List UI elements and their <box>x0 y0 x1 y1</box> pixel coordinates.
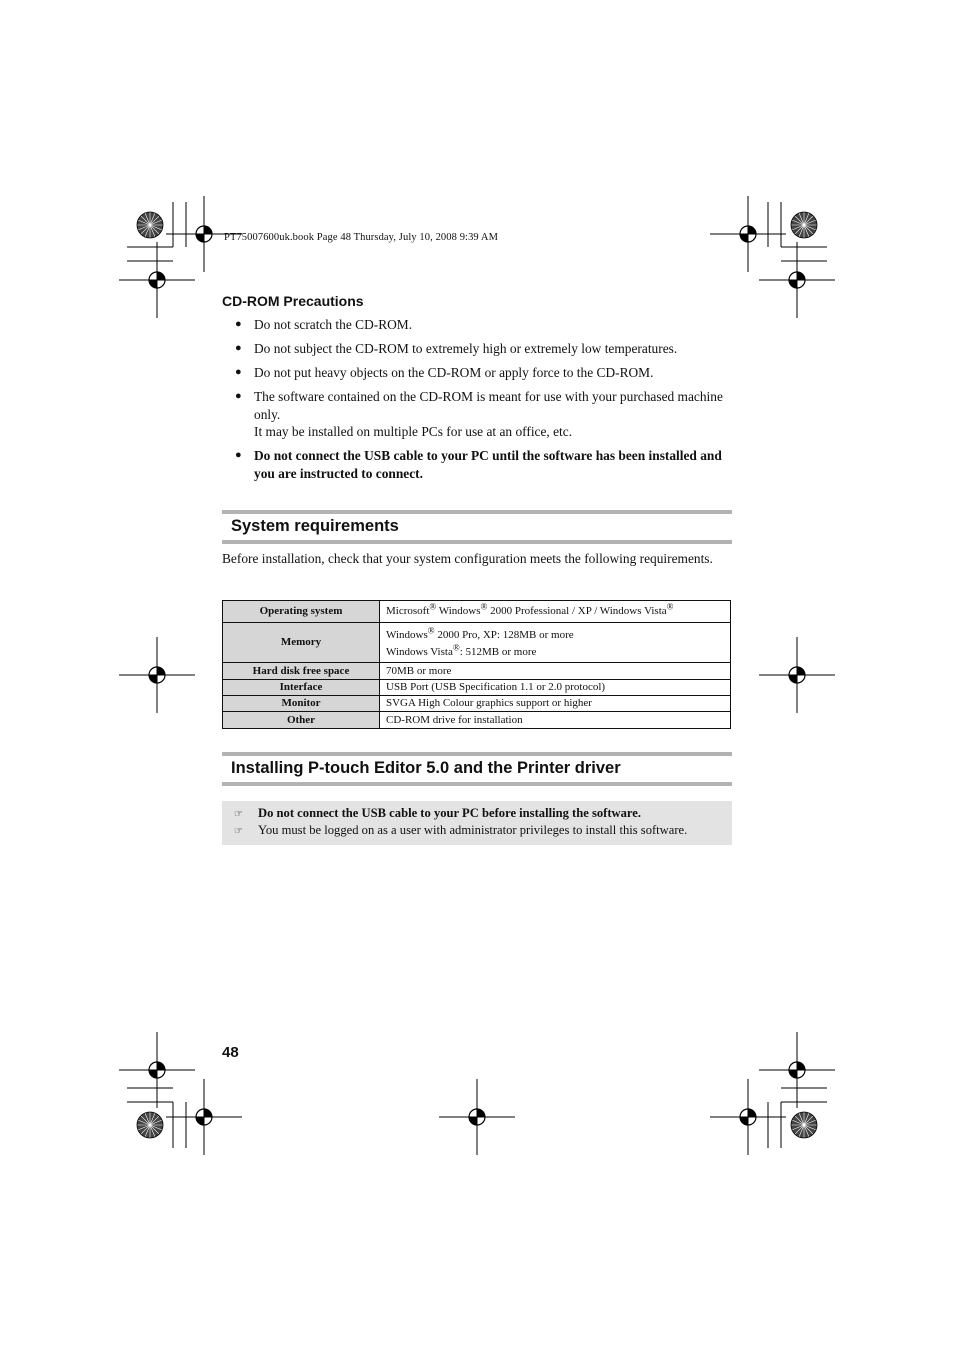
note-row <box>234 823 687 838</box>
precautions-list <box>232 316 732 489</box>
note-text: You must be logged on as a user with administrator privileges to install this software. <box>258 823 688 837</box>
row-key: Other <box>223 712 380 729</box>
registration-mark-bottom-center <box>439 1079 515 1155</box>
color-target-bottom-right <box>791 1112 817 1138</box>
row-value: 70MB or more <box>380 663 731 680</box>
bullet-icon: ● <box>235 366 242 378</box>
system-requirements-intro: Before installation, check that your system configuration meets the following requirements. <box>222 551 713 566</box>
list-item-text: Do not put heavy objects on the CD-ROM or apply force to the CD-ROM. <box>254 365 654 380</box>
list-item <box>232 364 732 382</box>
table-row <box>223 712 731 729</box>
table-row <box>223 601 731 623</box>
color-target-bottom-left <box>137 1112 163 1138</box>
system-requirements-table <box>222 600 731 729</box>
page-number: 48 <box>222 1044 239 1061</box>
memory-value-line: Windows® 2000 Pro, XP: 128MB or more <box>386 625 574 641</box>
row-value: CD-ROM drive for installation <box>380 712 731 729</box>
row-value: SVGA High Colour graphics support or higher <box>380 696 731 712</box>
registration-mark-left-middle <box>119 637 195 713</box>
print-info: PT75007600uk.book Page 48 Thursday, July 10, 2008 9:39 AM <box>224 232 499 243</box>
bullet-icon: ● <box>235 318 242 330</box>
registration-mark-bottom-right <box>710 1079 786 1155</box>
bullet-icon: ● <box>235 390 242 402</box>
color-target-top-left <box>137 212 163 238</box>
list-item-text: Do not connect the USB cable to your PC until the software has been installed and you are instructed to connect. <box>254 448 722 481</box>
registration-mark-right-lower <box>759 1032 835 1108</box>
registration-mark-left-upper <box>119 242 195 318</box>
row-value <box>380 623 731 663</box>
system-requirements-title: System requirements <box>231 517 399 535</box>
memory-value-line: Windows Vista®: 512MB or more <box>386 642 537 658</box>
registration-mark-right-upper <box>759 242 835 318</box>
row-value: USB Port (USB Specification 1.1 or 2.0 protocol) <box>380 680 731 696</box>
list-item <box>232 447 732 482</box>
list-item-text: The software contained on the CD-ROM is meant for use with your purchased machine only. <box>254 389 723 422</box>
list-item-text: It may be installed on multiple PCs for use at an office, etc. <box>254 424 573 439</box>
bullet-icon: ● <box>235 449 242 461</box>
installing-heading-band <box>222 752 732 786</box>
installing-note-box <box>222 801 732 845</box>
table-row <box>223 696 731 712</box>
precautions-title: CD-ROM Precautions <box>222 293 364 309</box>
system-requirements-heading-band <box>222 510 732 544</box>
list-item-text: Do not scratch the CD-ROM. <box>254 317 413 332</box>
table-row <box>223 663 731 680</box>
table-row <box>223 623 731 663</box>
note-text: Do not connect the USB cable to your PC before installing the software. <box>258 806 642 820</box>
row-key: Memory <box>223 623 380 663</box>
list-item <box>232 316 732 334</box>
row-key: Interface <box>223 680 380 696</box>
registration-mark-left-lower <box>119 1032 195 1108</box>
registration-mark-bottom-left <box>166 1079 242 1155</box>
row-key: Hard disk free space <box>223 663 380 680</box>
installing-title: Installing P-touch Editor 5.0 and the Printer driver <box>231 759 621 777</box>
registration-mark-top-right <box>710 196 786 272</box>
list-item <box>232 340 732 358</box>
row-key: Monitor <box>223 696 380 712</box>
note-row <box>234 806 641 821</box>
list-item <box>232 388 732 441</box>
pointing-hand-icon: ☞ <box>234 809 243 820</box>
registration-mark-right-middle <box>759 637 835 713</box>
os-value: Microsoft® Windows® 2000 Professional / XP / Windows Vista® <box>386 601 674 617</box>
row-key: Operating system <box>223 601 380 623</box>
list-item-text: Do not subject the CD-ROM to extremely high or extremely low temperatures. <box>254 341 678 356</box>
row-value <box>380 601 731 623</box>
pointing-hand-icon: ☞ <box>234 826 243 837</box>
bullet-icon: ● <box>235 342 242 354</box>
color-target-top-right <box>791 212 817 238</box>
table-row <box>223 680 731 696</box>
